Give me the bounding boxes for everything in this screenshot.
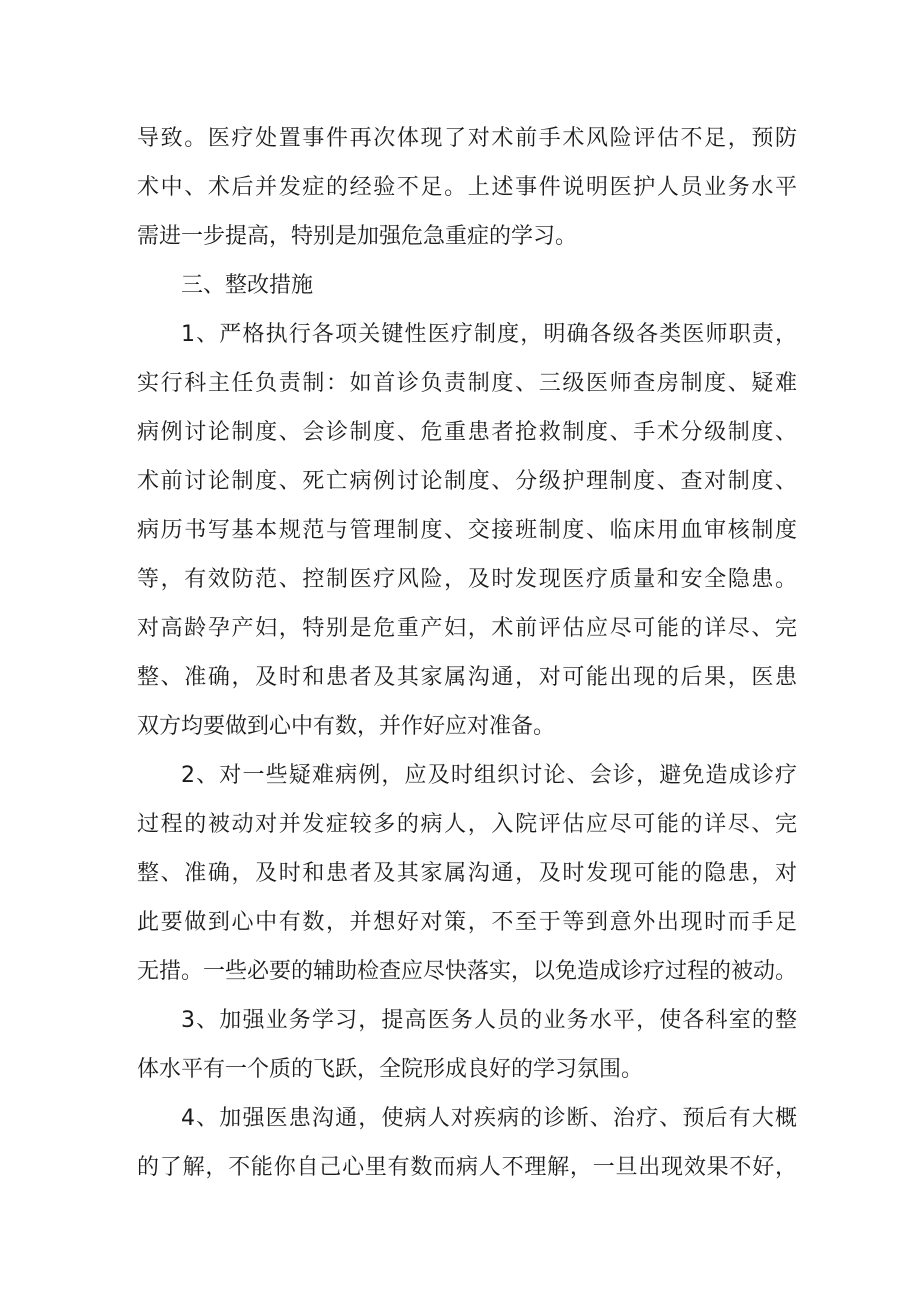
text-line: 术前讨论制度、死亡病例讨论制度、分级护理制度、查对制度、 bbox=[137, 469, 797, 494]
text-line: 整、准确，及时和患者及其家属沟通，对可能出现的后果，医患 bbox=[137, 665, 797, 690]
section-heading: 三、整改措施 bbox=[181, 273, 314, 298]
text-line: 过程的被动对并发症较多的病人，入院评估应尽可能的详尽、完 bbox=[137, 812, 797, 837]
text-line: 需进一步提高，特别是加强危急重症的学习。 bbox=[137, 224, 578, 249]
text-line: 对高龄孕产妇，特别是危重产妇，术前评估应尽可能的详尽、完 bbox=[137, 616, 797, 641]
text-line: 整、准确，及时和患者及其家属沟通，及时发现可能的隐患，对 bbox=[137, 861, 797, 886]
paragraph-first-line: 2、对一些疑难病例，应及时组织讨论、会诊，避免造成诊疗 bbox=[181, 763, 797, 788]
text-line: 实行科主任负责制：如首诊负责制度、三级医师查房制度、疑难 bbox=[137, 371, 797, 396]
text-line: 此要做到心中有数，并想好对策，不至于等到意外出现时而手足 bbox=[137, 910, 797, 935]
paragraph-first-line: 3、加强业务学习，提高医务人员的业务水平，使各科室的整 bbox=[181, 1008, 797, 1033]
text-line: 病例讨论制度、会诊制度、危重患者抢救制度、手术分级制度、 bbox=[137, 420, 797, 445]
text-line: 等，有效防范、控制医疗风险，及时发现医疗质量和安全隐患。 bbox=[137, 567, 797, 592]
text-line: 的了解，不能你自己心里有数而病人不理解，一旦出现效果不好， bbox=[137, 1155, 797, 1180]
text-line: 体水平有一个质的飞跃，全院形成良好的学习氛围。 bbox=[137, 1057, 644, 1082]
paragraph-first-line: 1、严格执行各项关键性医疗制度，明确各级各类医师职责， bbox=[181, 322, 797, 347]
text-line: 无措。一些必要的辅助检查应尽快落实，以免造成诊疗过程的被动。 bbox=[137, 959, 798, 984]
text-line: 双方均要做到心中有数，并作好应对准备。 bbox=[137, 714, 556, 739]
paragraph-first-line: 4、加强医患沟通，使病人对疾病的诊断、治疗、预后有大概 bbox=[181, 1106, 797, 1131]
text-line: 术中、术后并发症的经验不足。上述事件说明医护人员业务水平 bbox=[137, 175, 797, 200]
text-line: 病历书写基本规范与管理制度、交接班制度、临床用血审核制度 bbox=[137, 518, 797, 543]
text-line: 导致。医疗处置事件再次体现了对术前手术风险评估不足，预防 bbox=[137, 126, 797, 151]
document-body bbox=[137, 114, 797, 1192]
